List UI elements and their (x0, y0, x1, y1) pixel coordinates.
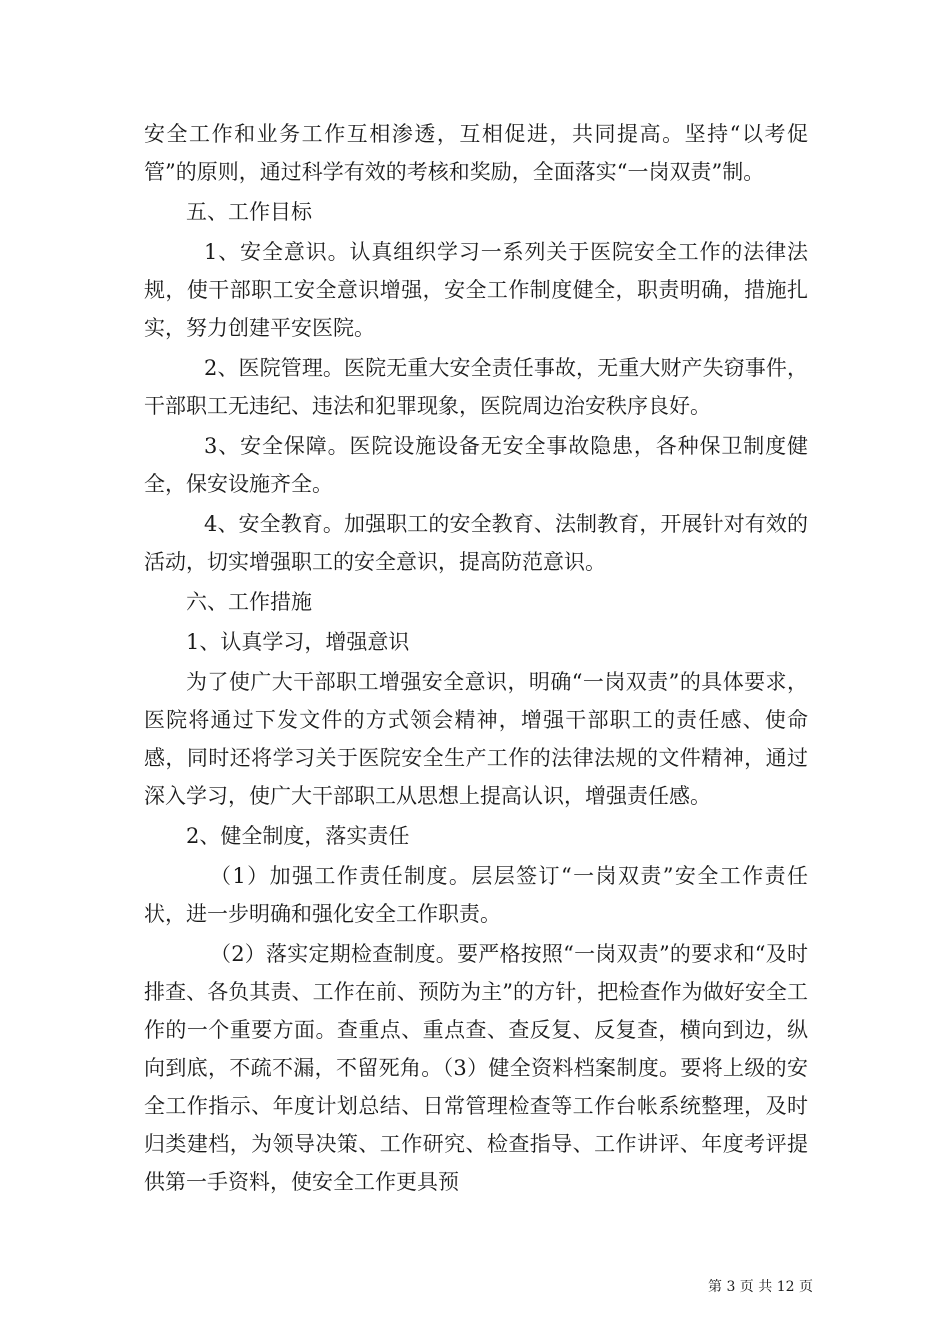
measure-2-title: 2、健全制度，落实责任 (186, 824, 410, 848)
document-body (144, 115, 808, 1201)
goal-safety-awareness: 1、安全意识。认真组织学习一系列关于医院安全工作的法律法规，使干部职工安全意识增强，安全工作制度健全，职责明确，措施扎实，努力创建平安医院。 (144, 240, 808, 340)
goal-safety-education: 4、安全教育。加强职工的安全教育、法制教育，开展针对有效的活动，切实增强职工的安全意识，提高防范意识。 (144, 512, 808, 574)
measure-1-title: 1、认真学习，增强意识 (186, 630, 410, 654)
paragraph-intro-continuation: 安全工作和业务工作互相渗透，互相促进，共同提高。坚持“以考促管”的原则，通过科学有效的考核和奖励，全面落实“一岗双责”制。 (144, 122, 808, 184)
measure-2-item-1: （1）加强工作责任制度。层层签订“一岗双责”安全工作责任状，进一步明确和强化安全工作职责。 (144, 864, 808, 926)
section-heading-work-goals: 五、工作目标 (186, 200, 312, 224)
measure-1-body: 为了使广大干部职工增强安全意识，明确“一岗双责”的具体要求，医院将通过下发文件的方式领会精神，增强干部职工的责任感、使命感，同时还将学习关于医院安全生产工作的法律法规的文件精神，通过深入学习，使广大干部职工从思想上提高认识，增强责任感。 (144, 670, 808, 808)
goal-hospital-management: 2、医院管理。医院无重大安全责任事故，无重大财产失窃事件，干部职工无违纪、违法和犯罪现象，医院周边治安秩序良好。 (144, 356, 808, 418)
page-number-footer: 第 3 页 共 12 页 (708, 1279, 813, 1295)
section-heading-work-measures: 六、工作措施 (186, 590, 312, 614)
goal-safety-assurance: 3、安全保障。医院设施设备无安全事故隐患，各种保卫制度健全，保安设施齐全。 (144, 434, 808, 496)
measure-2-item-2: （2）落实定期检查制度。要严格按照“一岗双责”的要求和“及时排查、各负其责、工作在前、预防为主”的方针，把检查作为做好安全工作的一个重要方面。查重点、重点查、查反复、反复查，横向到边，纵向到底，不疏不漏，不留死角。（3）健全资料档案制度。要将上级的安全工作指示、年度计划总结、日常管理检查等工作台帐系统整理，及时归类建档，为领导决策、工作研究、检查指导、工作讲评、年度考评提供第一手资料，使安全工作更具预 (144, 942, 808, 1194)
